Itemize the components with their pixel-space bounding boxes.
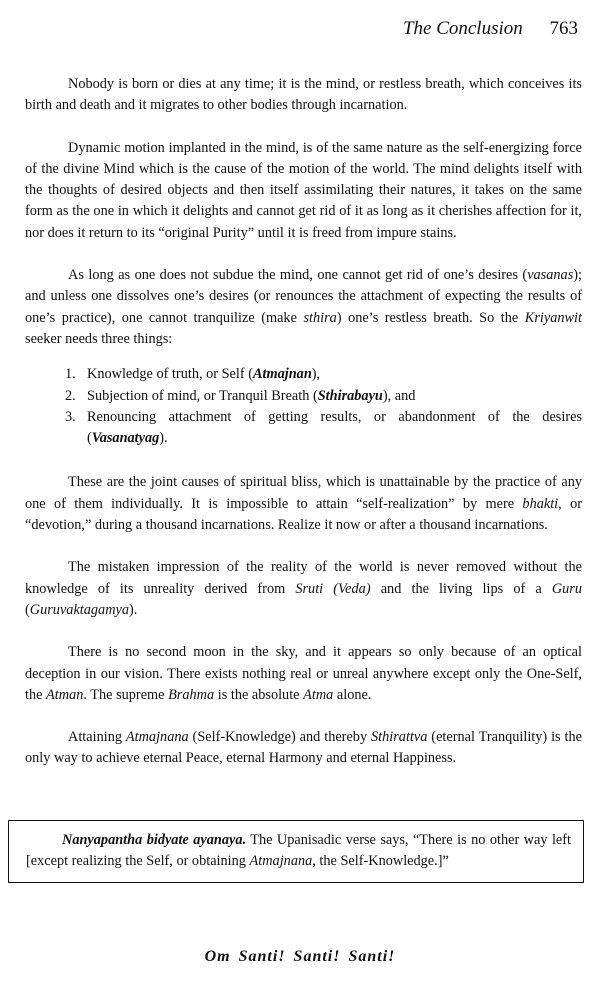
paragraph-text: Attaining: [68, 729, 126, 746]
page-number: 763: [549, 18, 578, 39]
box-text: , the Self-Knowledge.]”: [312, 853, 449, 870]
term-guru: Guru: [551, 580, 582, 597]
term-bhakti: bhakti: [522, 495, 559, 512]
list-end: ), and: [382, 387, 416, 404]
box-text: The Upanisadic verse says, “There is no other way left [except realizing the Self, or obtaining: [26, 832, 571, 870]
paragraph-text: The mistaken impression of the reality of the world is never removed without the knowledge of its unreality derived from: [25, 559, 582, 597]
paragraph-birth-death: [25, 74, 582, 117]
paragraph-text: Dynamic motion implanted in the mind, is of the same nature as the self-energizing force of the divine Mind which is the cause of the motion of the world. The mind delights itself with the thoughts of desired objects and then itself assimilating their natures, it takes on the same form as the one in which it delights and cannot get rid of it as long as it cherishes affection for it, nor does it return to its “original Purity” until it is freed from impure stains.: [25, 139, 582, 241]
term-atmajnana: Atmajnana: [249, 853, 313, 870]
page-body: [25, 74, 582, 791]
list-number: 1.: [65, 366, 76, 383]
term-vasanas: vasanas: [527, 267, 574, 284]
paragraph-text: ); and unless one dissolves one’s desires (or renounces the attachment of expecting the results of one’s practice), one cannot tranquilize (make: [25, 267, 582, 326]
list-term: Sthirabayu: [317, 387, 383, 404]
list-item: [25, 364, 582, 385]
term-guruvaktagamya: Guruvaktagamya: [29, 601, 130, 618]
list-number: 3.: [65, 408, 76, 425]
paragraph-text: As long as one does not subdue the mind, one cannot get rid of one’s desires (: [68, 267, 528, 284]
paragraph-text: (: [25, 601, 30, 618]
term-kriyanwit: Kriyanwit: [524, 309, 582, 326]
paragraph-second-moon: [25, 642, 582, 706]
running-header: [403, 18, 578, 40]
list-number: 2.: [65, 387, 76, 404]
term-atma: Atma: [303, 686, 334, 703]
three-things-list: [25, 364, 582, 449]
list-item: [25, 407, 582, 450]
term-sruti: Sruti (Veda): [295, 580, 371, 597]
paragraph-text: and the living lips of a: [370, 580, 552, 597]
paragraph-spiritual-bliss: [25, 472, 582, 536]
paragraph-text: alone.: [333, 686, 372, 703]
list-term: Atmajnan: [252, 366, 312, 383]
term-sthirattva: Sthirattva: [371, 729, 428, 746]
paragraph-text: There is no second moon in the sky, and it appears so only because of an optical deception in our vision. There exists nothing real or unreal anywhere except only the One-Self, the: [25, 644, 582, 703]
list-text: Renouncing attachment of getting results, or abandonment of the desires (: [87, 408, 582, 447]
term-brahma: Brahma: [168, 686, 215, 703]
paragraph-text: (Self-Knowledge) and thereby: [188, 729, 371, 746]
paragraph-text: Nobody is born or dies at any time; it is the mind, or restless breath, which conceives its birth and death and it migrates to other bodies through incarnation.: [25, 76, 582, 114]
paragraph-text: . The supreme: [83, 686, 169, 703]
closing-invocation: Om Santi! Santi! Santi!: [204, 948, 396, 965]
paragraph-dynamic-motion: [25, 138, 582, 244]
list-term: Vasanatyag: [91, 430, 160, 447]
term-atmajnana: Atmajnana: [125, 729, 189, 746]
term-atman: Atman: [46, 686, 84, 703]
paragraph-text: These are the joint causes of spiritual bliss, which is unattainable by the practice of any one of them individually. It is impossible to attain “self-realization” by mere: [25, 474, 582, 512]
paragraph-text: , or “devotion,” during a thousand incarnations. Realize it now or after a thousand incarnations.: [25, 495, 583, 534]
paragraph-attaining: [25, 727, 582, 770]
verse-text: Nanyapantha bidyate ayanaya.: [62, 832, 247, 848]
paragraph-subdue-mind: [25, 265, 582, 350]
running-title: The Conclusion: [402, 18, 523, 39]
paragraph-mistaken-impression: [25, 557, 582, 621]
list-item: [25, 386, 582, 407]
list-text: Knowledge of truth, or Self (: [87, 366, 253, 383]
paragraph-text: ) one’s restless breath. So the: [336, 309, 525, 326]
list-end: ).: [159, 430, 168, 447]
paragraph-text: is the absolute: [214, 686, 304, 703]
paragraph-text: seeker needs three things:: [25, 330, 173, 347]
paragraph-text: (eternal Tranquility) is the only way to achieve eternal Peace, eternal Harmony and eternal Happiness.: [25, 729, 582, 767]
list-end: ),: [311, 366, 321, 383]
term-sthira: sthira: [303, 309, 337, 326]
paragraph-text: ).: [129, 601, 138, 618]
list-text: Subjection of mind, or Tranquil Breath (: [87, 387, 318, 404]
upanisadic-verse-box: [8, 820, 584, 883]
